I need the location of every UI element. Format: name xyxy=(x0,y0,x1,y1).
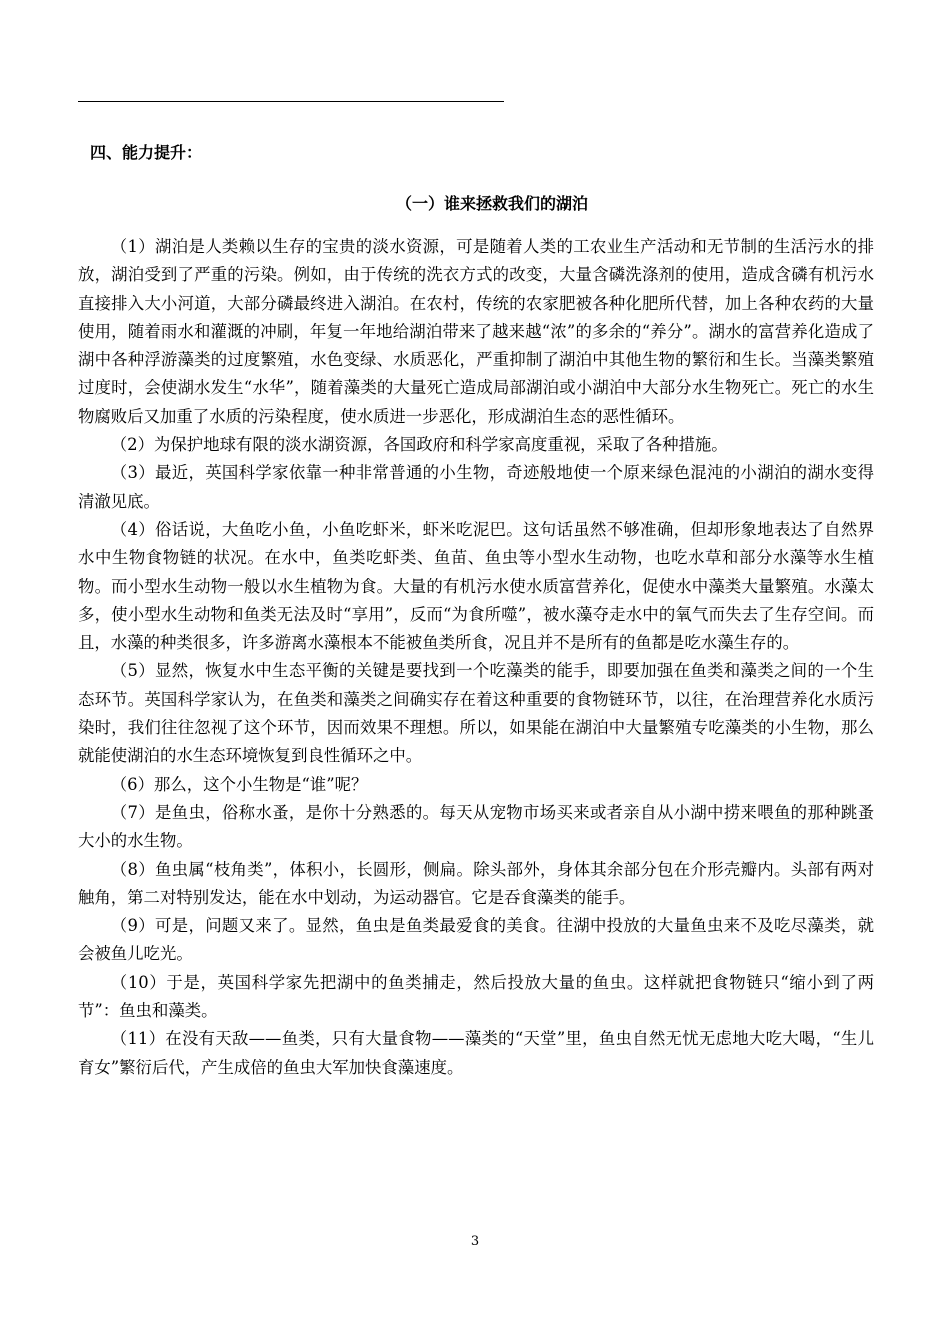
paragraph-9: （9）可是，问题又来了。显然，鱼虫是鱼类最爱食的美食。往湖中投放的大量鱼虫来不及吃尽藻类，就会被鱼儿吃光。 xyxy=(78,916,874,964)
section-heading: 四、能力提升： xyxy=(90,143,203,162)
paragraph-5: （5）显然，恢复水中生态平衡的关键是要找到一个吃藻类的能手，即要加强在鱼类和藻类之间的一个生态环节。英国科学家认为，在鱼类和藻类之间确实存在着这种重要的食物链环节，以往，在治理营养化水质污染时，我们往往忽视了这个环节，因而效果不理想。所以，如果能在湖泊中大量繁殖专吃藻类的小生物，那么就能使湖泊的水生态环境恢复到良性循环之中。 xyxy=(78,661,874,766)
paragraph-10: （10）于是，英国科学家先把湖中的鱼类捕走，然后投放大量的鱼虫。这样就把食物链只“缩小到了两节”：鱼虫和藻类。 xyxy=(78,972,874,1021)
paragraph-11: （11）在没有天敌——鱼类，只有大量食物——藻类的“天堂”里，鱼虫自然无忧无虑地大吃大喝，“生儿育女”繁衍后代，产生成倍的鱼虫大军加快食藻速度。 xyxy=(78,1029,874,1077)
article-title: （一）谁来拯救我们的湖泊 xyxy=(396,194,589,213)
paragraph-2: （2）为保护地球有限的淡水湖资源，各国政府和科学家高度重视，采取了各种措施。 xyxy=(110,435,728,455)
paragraph-7: （7）是鱼虫，俗称水蚤，是你十分熟悉的。每天从宠物市场买来或者亲自从小湖中捞来喂鱼的那种跳蚤大小的水生物。 xyxy=(78,802,874,851)
page-number: 3 xyxy=(470,1234,480,1249)
paragraph-1: （1）湖泊是人类赖以生存的宝贵的淡水资源，可是随着人类的工农业生产活动和无节制的生活污水的排放，湖泊受到了严重的污染。例如，由于传统的洗衣方式的改变，大量含磷洗涤剂的使用，造成含磷有机污水直接排入大小河道，大部分磷最终进入湖泊。在农村，传统的农家肥被各种化肥所代替，加上各种农药的大量使用，随着雨水和灌溉的冲刷，年复一年地给湖泊带来了越来越“浓”的多余的“养分”。湖水的富营养化造成了湖中各种浮游藻类的过度繁殖，水色变绿、水质恶化，严重抑制了湖泊中其他生物的繁衍和生长。当藻类繁殖过度时，会使湖水发生“水华”，随着藻类的大量死亡造成局部湖泊或小湖泊中大部分水生物死亡。死亡的水生物腐败后又加重了水质的污染程度，使水质进一步恶化，形成湖泊生态的恶性循环。 xyxy=(78,237,874,426)
article-body xyxy=(78,233,874,1082)
paragraph-6: （6）那么，这个小生物是“谁”呢？ xyxy=(110,774,368,794)
top-rule-line xyxy=(78,101,504,102)
paragraph-4: （4）俗话说，大鱼吃小鱼，小鱼吃虾米，虾米吃泥巴。这句话虽然不够准确，但却形象地表达了自然界水中生物食物链的状况。在水中，鱼类吃虾类、鱼苗、鱼虫等小型水生动物，也吃水草和部分水藻等水生植物。而小型水生动物一般以水生植物为食。大量的有机污水使水质富营养化，促使水中藻类大量繁殖。水藻太多，使小型水生动物和鱼类无法及时“享用”，反而“为食所噬”，被水藻夺走水中的氧气而失去了生存空间。而且，水藻的种类很多，许多游离水藻根本不能被鱼类所食，况且并不是所有的鱼都是吃水藻生存的。 xyxy=(78,519,874,653)
paragraph-8: （8）鱼虫属“枝角类”，体积小，长圆形，侧扁。除头部外，身体其余部分包在介形壳瓣内。头部有两对触角，第二对特别发达，能在水中划动，为运动器官。它是吞食藻类的能手。 xyxy=(78,859,874,907)
paragraph-3: （3）最近，英国科学家依靠一种非常普通的小生物，奇迹般地使一个原来绿色混沌的小湖泊的湖水变得清澈见底。 xyxy=(78,463,874,511)
